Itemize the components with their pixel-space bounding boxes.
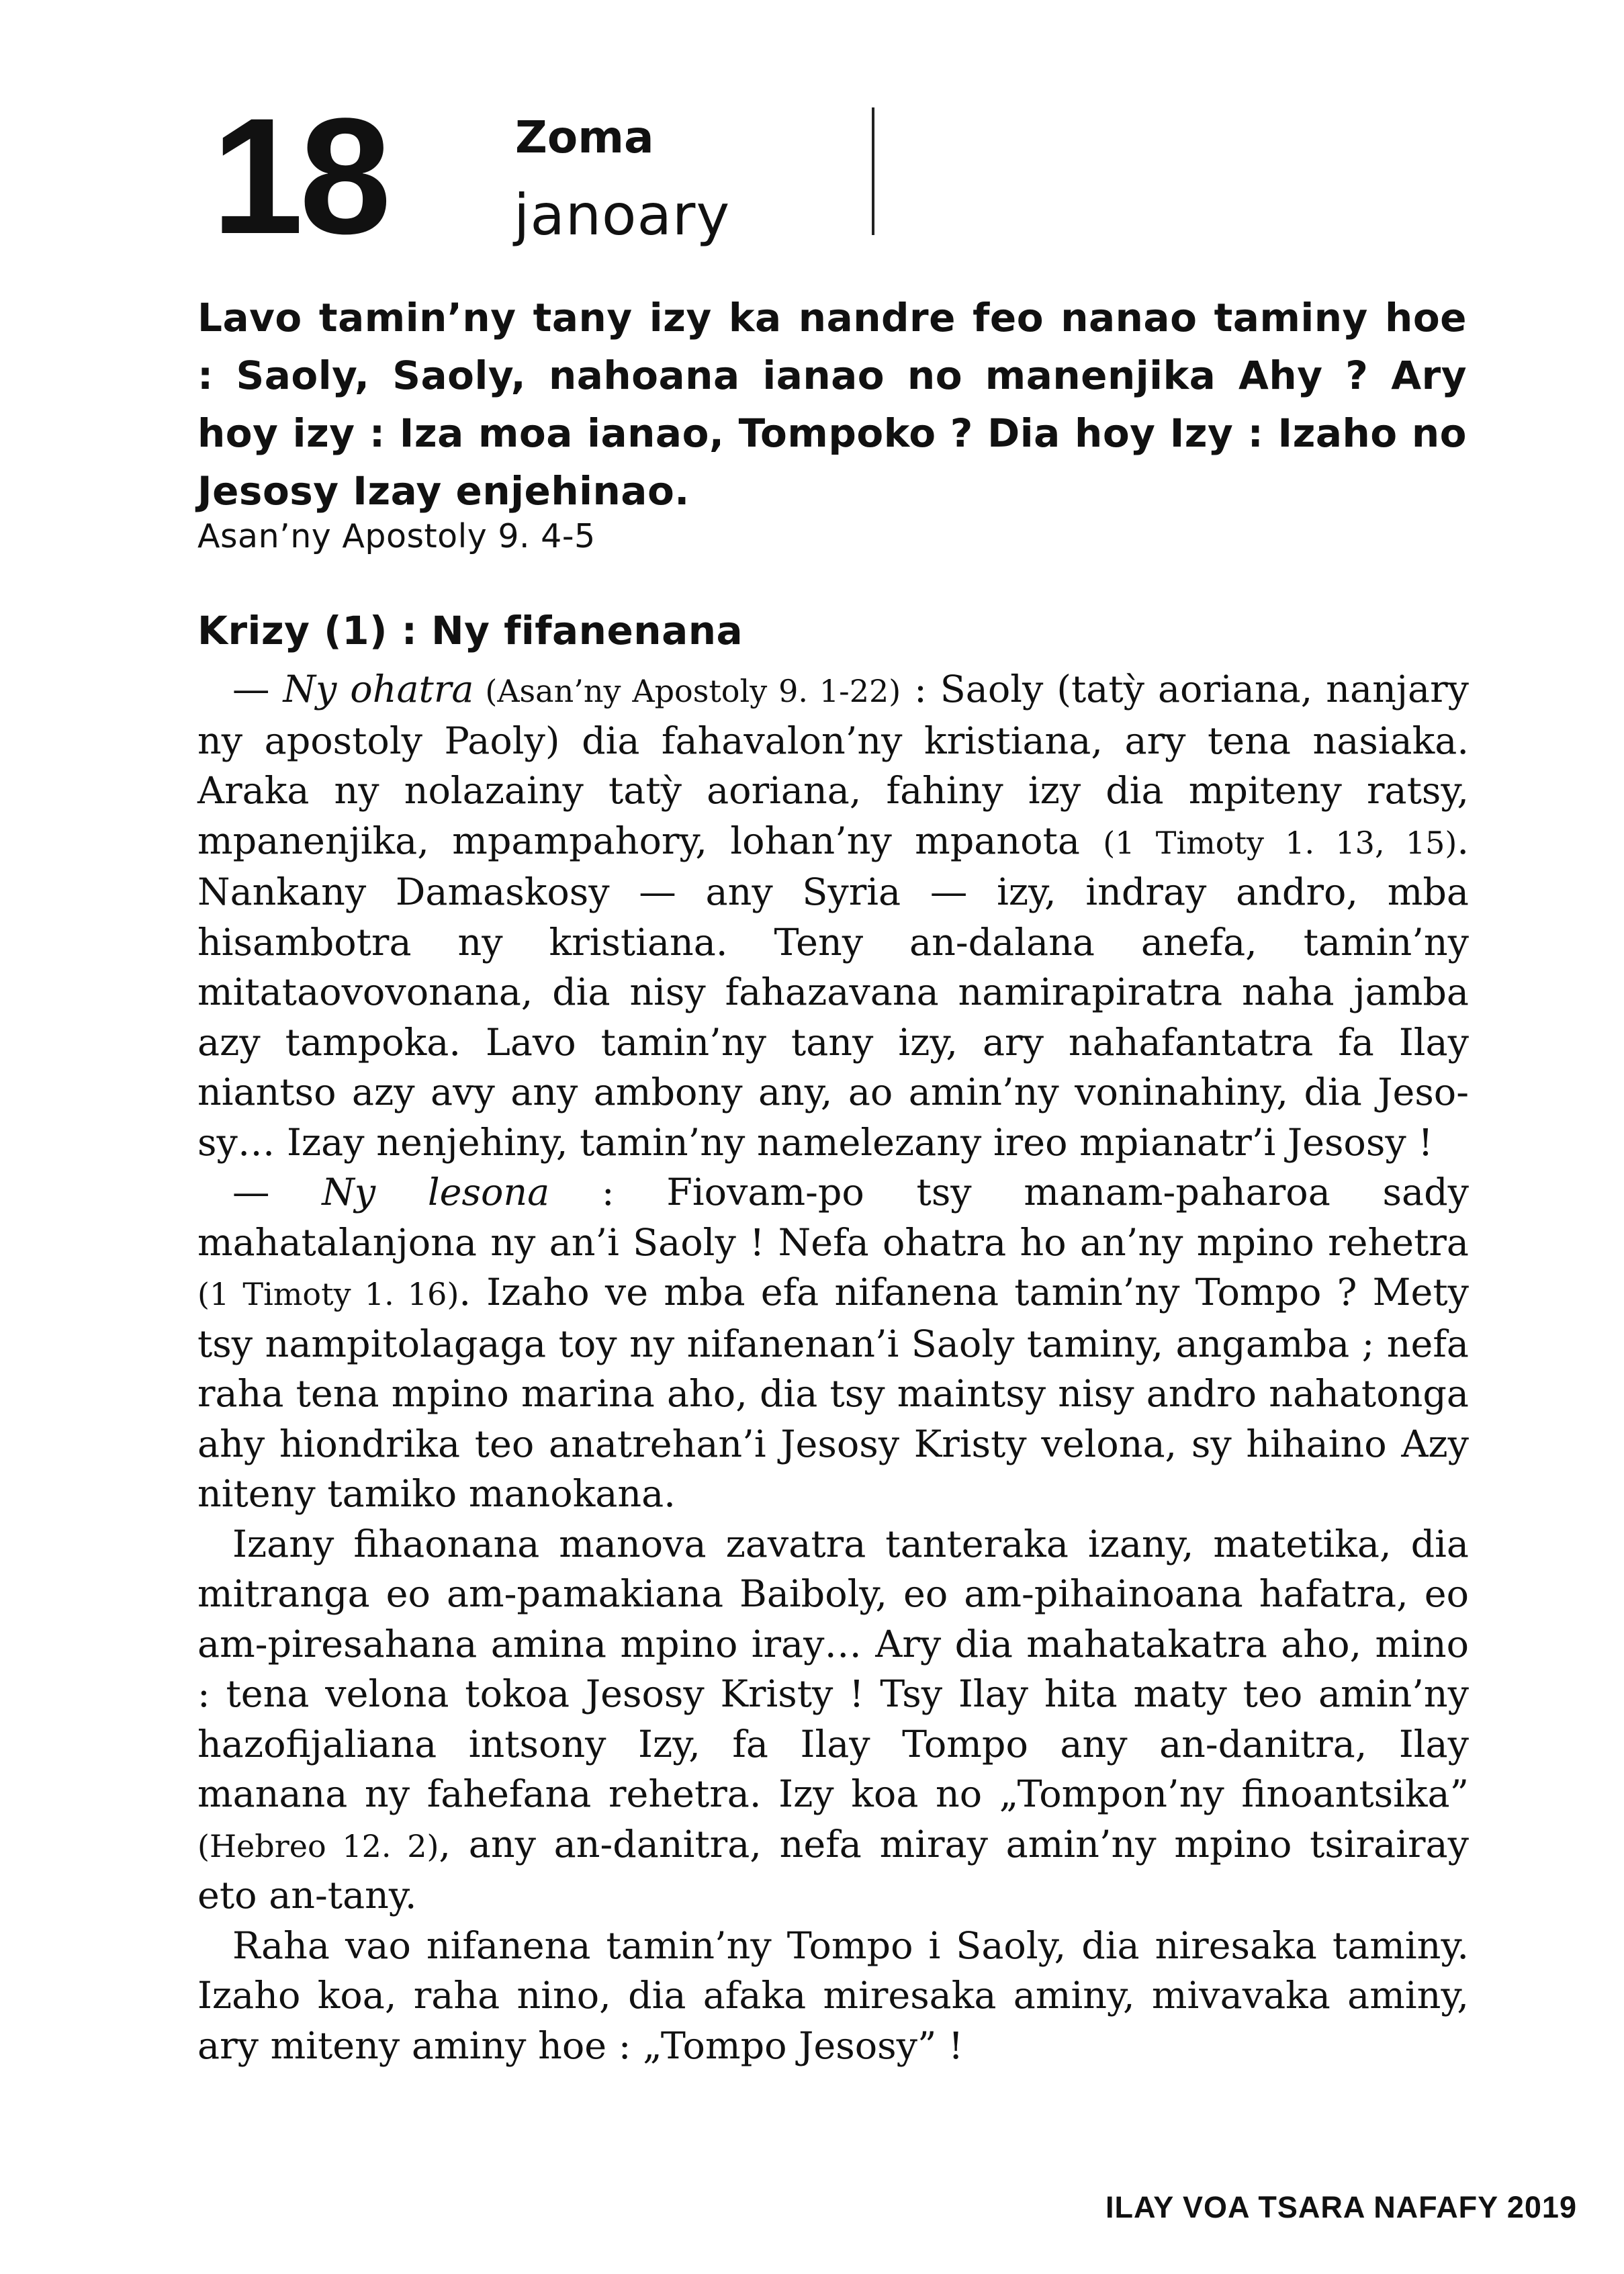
day-number: 18 bbox=[212, 84, 388, 269]
scripture-reference: (1 Timoty 1. 16) bbox=[197, 1276, 459, 1312]
weekday: Zoma bbox=[515, 111, 654, 163]
paragraph-text: Raha vao nifanena tamin’ny Tompo i Saoly, dia niresaka taminy. Izaho koa, raha nino, dia afaka miresaka aminy, mivavaka aminy, ary miteny aminy hoe : „Tompo Jesosy” ! bbox=[197, 1923, 1469, 2068]
section-title: Krizy (1) : Ny fifanenana bbox=[197, 608, 743, 653]
dash: — bbox=[232, 1171, 322, 1214]
paragraph-text: . Nankany Damaskosy — any Syria — izy, indray andro, mba hisambotra ny kristiana. Teny an-dalana anefa, tamin’ny mitataovovonana, dia nisy fahazavana namirapiratra naha jamba azy tampoka. Lavo tamin’ny tany izy, ary nahafantatra fa Ilay niantso azy avy any ambony any, ao amin’ny voninahiny, dia Jesosy… Izay nenjehiny, tamin’ny namelezany ireo mpianatr’i Jesosy ! bbox=[197, 819, 1470, 1165]
paragraph-lesson bbox=[197, 1168, 1469, 1520]
paragraph-text: : Fiovam-po tsy manam-paharoa sady mahatalanjona ny an’i Saoly ! Nefa ohatra ho an’ny mpino rehetra bbox=[197, 1171, 1469, 1265]
verse-reference: Asan’ny Apostoly 9. 4-5 bbox=[197, 517, 596, 555]
dash: — bbox=[232, 668, 283, 711]
header-divider bbox=[872, 107, 874, 235]
bible-verse: Lavo tamin’ny tany izy ka nandre feo nanao taminy hoe : Saoly, Saoly, nahoana ianao no manenjika Ahy ? Ary hoy izy : Iza moa ianao, Tompoko ? Dia hoy Izy : Izaho no Jesosy Izay enjehinao. bbox=[197, 295, 1467, 514]
paragraph-text: , any an-danitra, nefa miray amin’ny mpino tsirairay eto an-tany. bbox=[197, 1822, 1469, 1917]
scripture-reference: (Hebreo 12. 2) bbox=[197, 1827, 439, 1864]
paragraph-prayer bbox=[197, 1921, 1469, 2072]
paragraph-example bbox=[197, 665, 1469, 1168]
scripture-reference: (Asan’ny Apostoly 9. 1-22) bbox=[473, 673, 901, 709]
scripture-reference: (1 Timoty 1. 13, 15) bbox=[1103, 824, 1457, 861]
paragraph-text: . Izaho ve mba efa nifanena tamin’ny Tompo ? Mety tsy nampitolagaga toy ny nifanenan’i Saoly taminy, angamba ; nefa raha tena mpino marina aho, dia tsy maintsy nisy andro nahatonga ahy hiondrika teo anatrehan’i Jesosy Kristy velona, sy hihaino Azy niteny tamiko manokana. bbox=[197, 1271, 1469, 1516]
body-text bbox=[197, 665, 1469, 2071]
label-example: Ny ohatra bbox=[283, 668, 474, 711]
paragraph-encounter bbox=[197, 1520, 1469, 1921]
footer-title: ILAY VOA TSARA NAFAFY 2019 bbox=[1105, 2190, 1577, 2224]
label-lesson: Ny lesona bbox=[322, 1171, 550, 1214]
paragraph-text: : Saoly (tatỳ aoriana, nanjary ny apostoly Paoly) dia fahavalon’ny kristiana, ary tena nasiaka. Araka ny nolazainy tatỳ aoriana, fahiny izy dia mpiteny ratsy, mpanenjika, mpampahory, lohan’ny mpanota bbox=[197, 668, 1469, 863]
month: janoary bbox=[514, 182, 731, 248]
paragraph-text: Izany fihaonana manova zavatra tanteraka izany, matetika, dia mitranga eo am-pamakiana Baiboly, eo am-pihainoana hafatra, eo am-piresahana amina mpino iray… Ary dia mahatakatra aho, mino : tena velona tokoa Jesosy Kristy ! Tsy Ilay hita maty teo amin’ny hazofijaliana intsony Izy, fa Ilay Tompo any an-danitra, Ilay manana ny fahefana rehetra. Izy koa no „Tompon’ny finoantsika” bbox=[197, 1522, 1469, 1816]
